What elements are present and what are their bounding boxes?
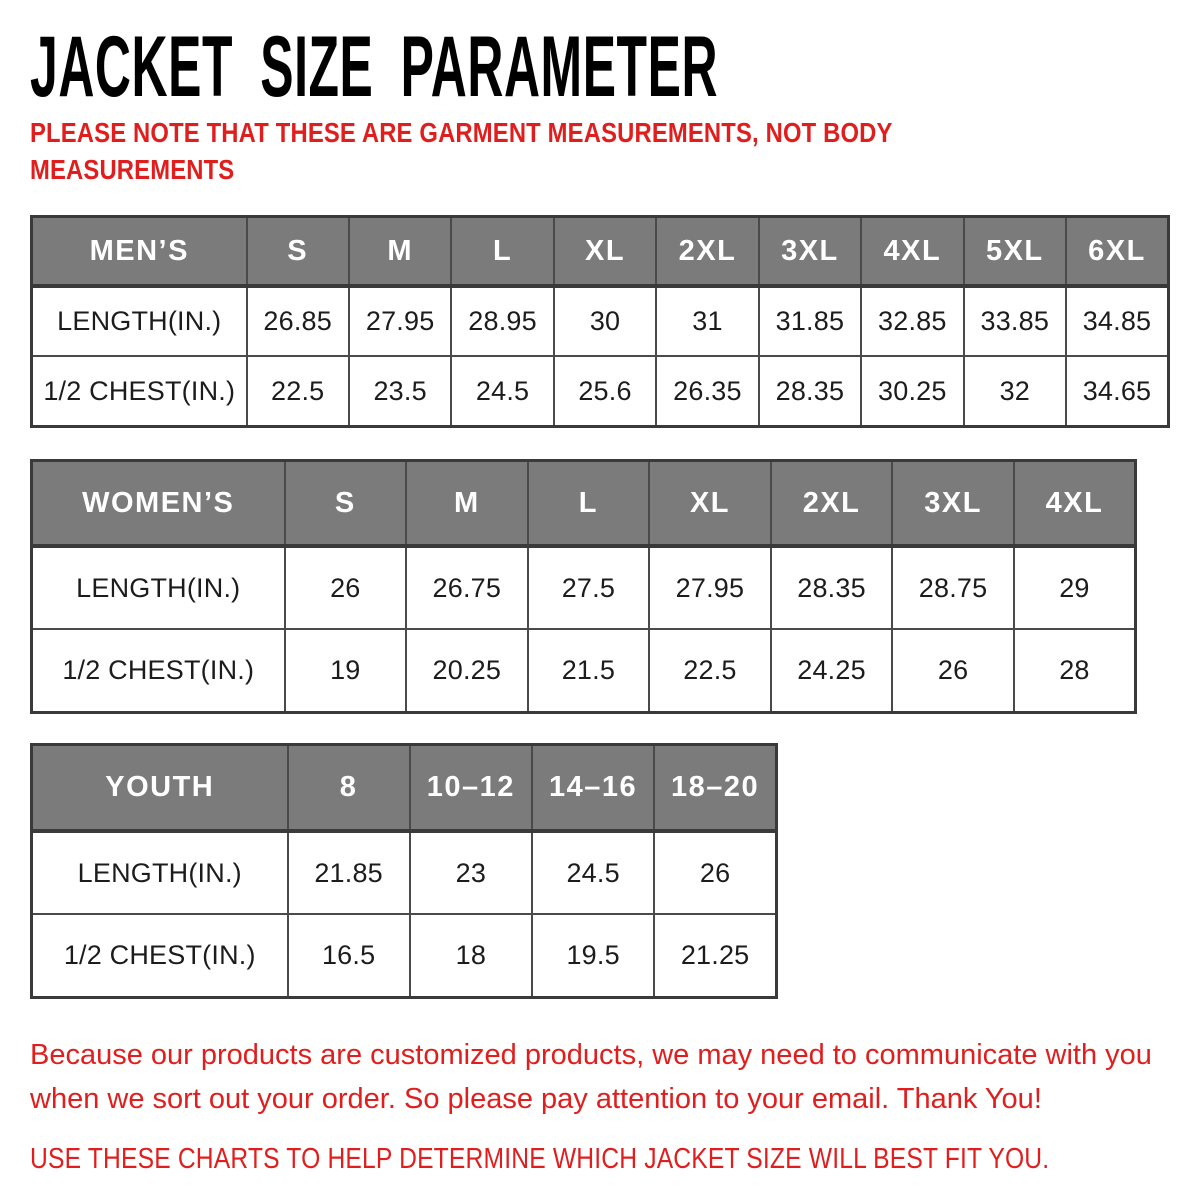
measurement-cell: 28.75 bbox=[892, 546, 1014, 629]
measurement-cell: 24.5 bbox=[532, 831, 654, 914]
row-label-cell: 1/2 CHEST(IN.) bbox=[32, 629, 285, 712]
measurement-cell: 31 bbox=[656, 286, 758, 356]
measurement-cell: 24.25 bbox=[771, 629, 893, 712]
row-label-cell: LENGTH(IN.) bbox=[32, 286, 247, 356]
size-header-cell: 10–12 bbox=[410, 744, 532, 831]
measurement-cell: 31.85 bbox=[759, 286, 861, 356]
measurement-cell: 30.25 bbox=[861, 356, 963, 426]
measurement-cell: 21.85 bbox=[288, 831, 410, 914]
measurement-cell: 26.85 bbox=[247, 286, 349, 356]
measurement-cell: 28 bbox=[1014, 629, 1136, 712]
size-header-cell: 6XL bbox=[1066, 216, 1169, 286]
measurement-cell: 19 bbox=[285, 629, 407, 712]
mens-length-row bbox=[32, 286, 1169, 356]
chart-usage-note: USE THESE CHARTS TO HELP DETERMINE WHICH JACKET SIZE WILL BEST FIT YOU. bbox=[30, 1143, 1050, 1176]
row-label-cell: 1/2 CHEST(IN.) bbox=[32, 914, 288, 997]
measurement-cell: 19.5 bbox=[532, 914, 654, 997]
row-label-cell: LENGTH(IN.) bbox=[32, 831, 288, 914]
youth-length-row bbox=[32, 831, 777, 914]
measurement-cell: 23 bbox=[410, 831, 532, 914]
page-title: JACKET SIZE PARAMETER bbox=[30, 19, 719, 115]
size-header-cell: 4XL bbox=[1014, 460, 1136, 546]
womens-length-row bbox=[32, 546, 1136, 629]
size-header-cell: 3XL bbox=[759, 216, 861, 286]
womens-chest-row bbox=[32, 629, 1136, 712]
measurement-cell: 26 bbox=[285, 546, 407, 629]
measurement-cell: 30 bbox=[554, 286, 656, 356]
measurement-cell: 22.5 bbox=[649, 629, 771, 712]
size-header-cell: 5XL bbox=[964, 216, 1066, 286]
size-header-cell: 2XL bbox=[771, 460, 893, 546]
womens-header-row bbox=[32, 460, 1136, 546]
measurement-cell: 23.5 bbox=[349, 356, 451, 426]
size-header-cell: 8 bbox=[288, 744, 410, 831]
row-label-cell: 1/2 CHEST(IN.) bbox=[32, 356, 247, 426]
size-header-cell: M bbox=[349, 216, 451, 286]
measurement-cell: 26.75 bbox=[406, 546, 528, 629]
measurement-cell: 29 bbox=[1014, 546, 1136, 629]
mens-header-row bbox=[32, 216, 1169, 286]
customization-notice: Because our products are customized products, we may need to communicate with you when we sort out your order. So please pay attention to your email. Thank You! bbox=[30, 1038, 1152, 1115]
youth-header-row bbox=[32, 744, 777, 831]
size-header-cell: L bbox=[451, 216, 553, 286]
size-header-cell: 4XL bbox=[861, 216, 963, 286]
measurement-cell: 34.65 bbox=[1066, 356, 1169, 426]
measurement-cell: 34.85 bbox=[1066, 286, 1169, 356]
measurement-cell: 21.5 bbox=[528, 629, 650, 712]
measurement-cell: 18 bbox=[410, 914, 532, 997]
size-header-cell: XL bbox=[554, 216, 656, 286]
measurement-cell: 22.5 bbox=[247, 356, 349, 426]
size-header-cell: S bbox=[247, 216, 349, 286]
size-header-cell: 14–16 bbox=[532, 744, 654, 831]
measurement-cell: 16.5 bbox=[288, 914, 410, 997]
mens-table-title-cell: MEN’S bbox=[32, 216, 247, 286]
womens-size-table bbox=[30, 459, 1137, 714]
size-header-cell: M bbox=[406, 460, 528, 546]
measurement-cell: 26 bbox=[654, 831, 776, 914]
size-header-cell: L bbox=[528, 460, 650, 546]
size-header-cell: 3XL bbox=[892, 460, 1014, 546]
measurement-cell: 25.6 bbox=[554, 356, 656, 426]
womens-table-title-cell: WOMEN’S bbox=[32, 460, 285, 546]
youth-chest-row bbox=[32, 914, 777, 997]
garment-measurement-note: PLEASE NOTE THAT THESE ARE GARMENT MEASUREMENTS, NOT BODY MEASUREMENTS bbox=[30, 117, 893, 185]
youth-size-table bbox=[30, 743, 778, 999]
measurement-cell: 32.85 bbox=[861, 286, 963, 356]
measurement-cell: 28.35 bbox=[759, 356, 861, 426]
measurement-cell: 27.5 bbox=[528, 546, 650, 629]
measurement-cell: 21.25 bbox=[654, 914, 776, 997]
measurement-cell: 26 bbox=[892, 629, 1014, 712]
measurement-cell: 32 bbox=[964, 356, 1066, 426]
measurement-cell: 28.35 bbox=[771, 546, 893, 629]
youth-table-title-cell: YOUTH bbox=[32, 744, 288, 831]
measurement-cell: 33.85 bbox=[964, 286, 1066, 356]
mens-size-table bbox=[30, 215, 1170, 428]
size-header-cell: 2XL bbox=[656, 216, 758, 286]
measurement-cell: 27.95 bbox=[649, 546, 771, 629]
measurement-cell: 27.95 bbox=[349, 286, 451, 356]
measurement-cell: 24.5 bbox=[451, 356, 553, 426]
measurement-cell: 20.25 bbox=[406, 629, 528, 712]
mens-chest-row bbox=[32, 356, 1169, 426]
measurement-cell: 28.95 bbox=[451, 286, 553, 356]
size-header-cell: 18–20 bbox=[654, 744, 776, 831]
size-header-cell: S bbox=[285, 460, 407, 546]
row-label-cell: LENGTH(IN.) bbox=[32, 546, 285, 629]
size-header-cell: XL bbox=[649, 460, 771, 546]
measurement-cell: 26.35 bbox=[656, 356, 758, 426]
